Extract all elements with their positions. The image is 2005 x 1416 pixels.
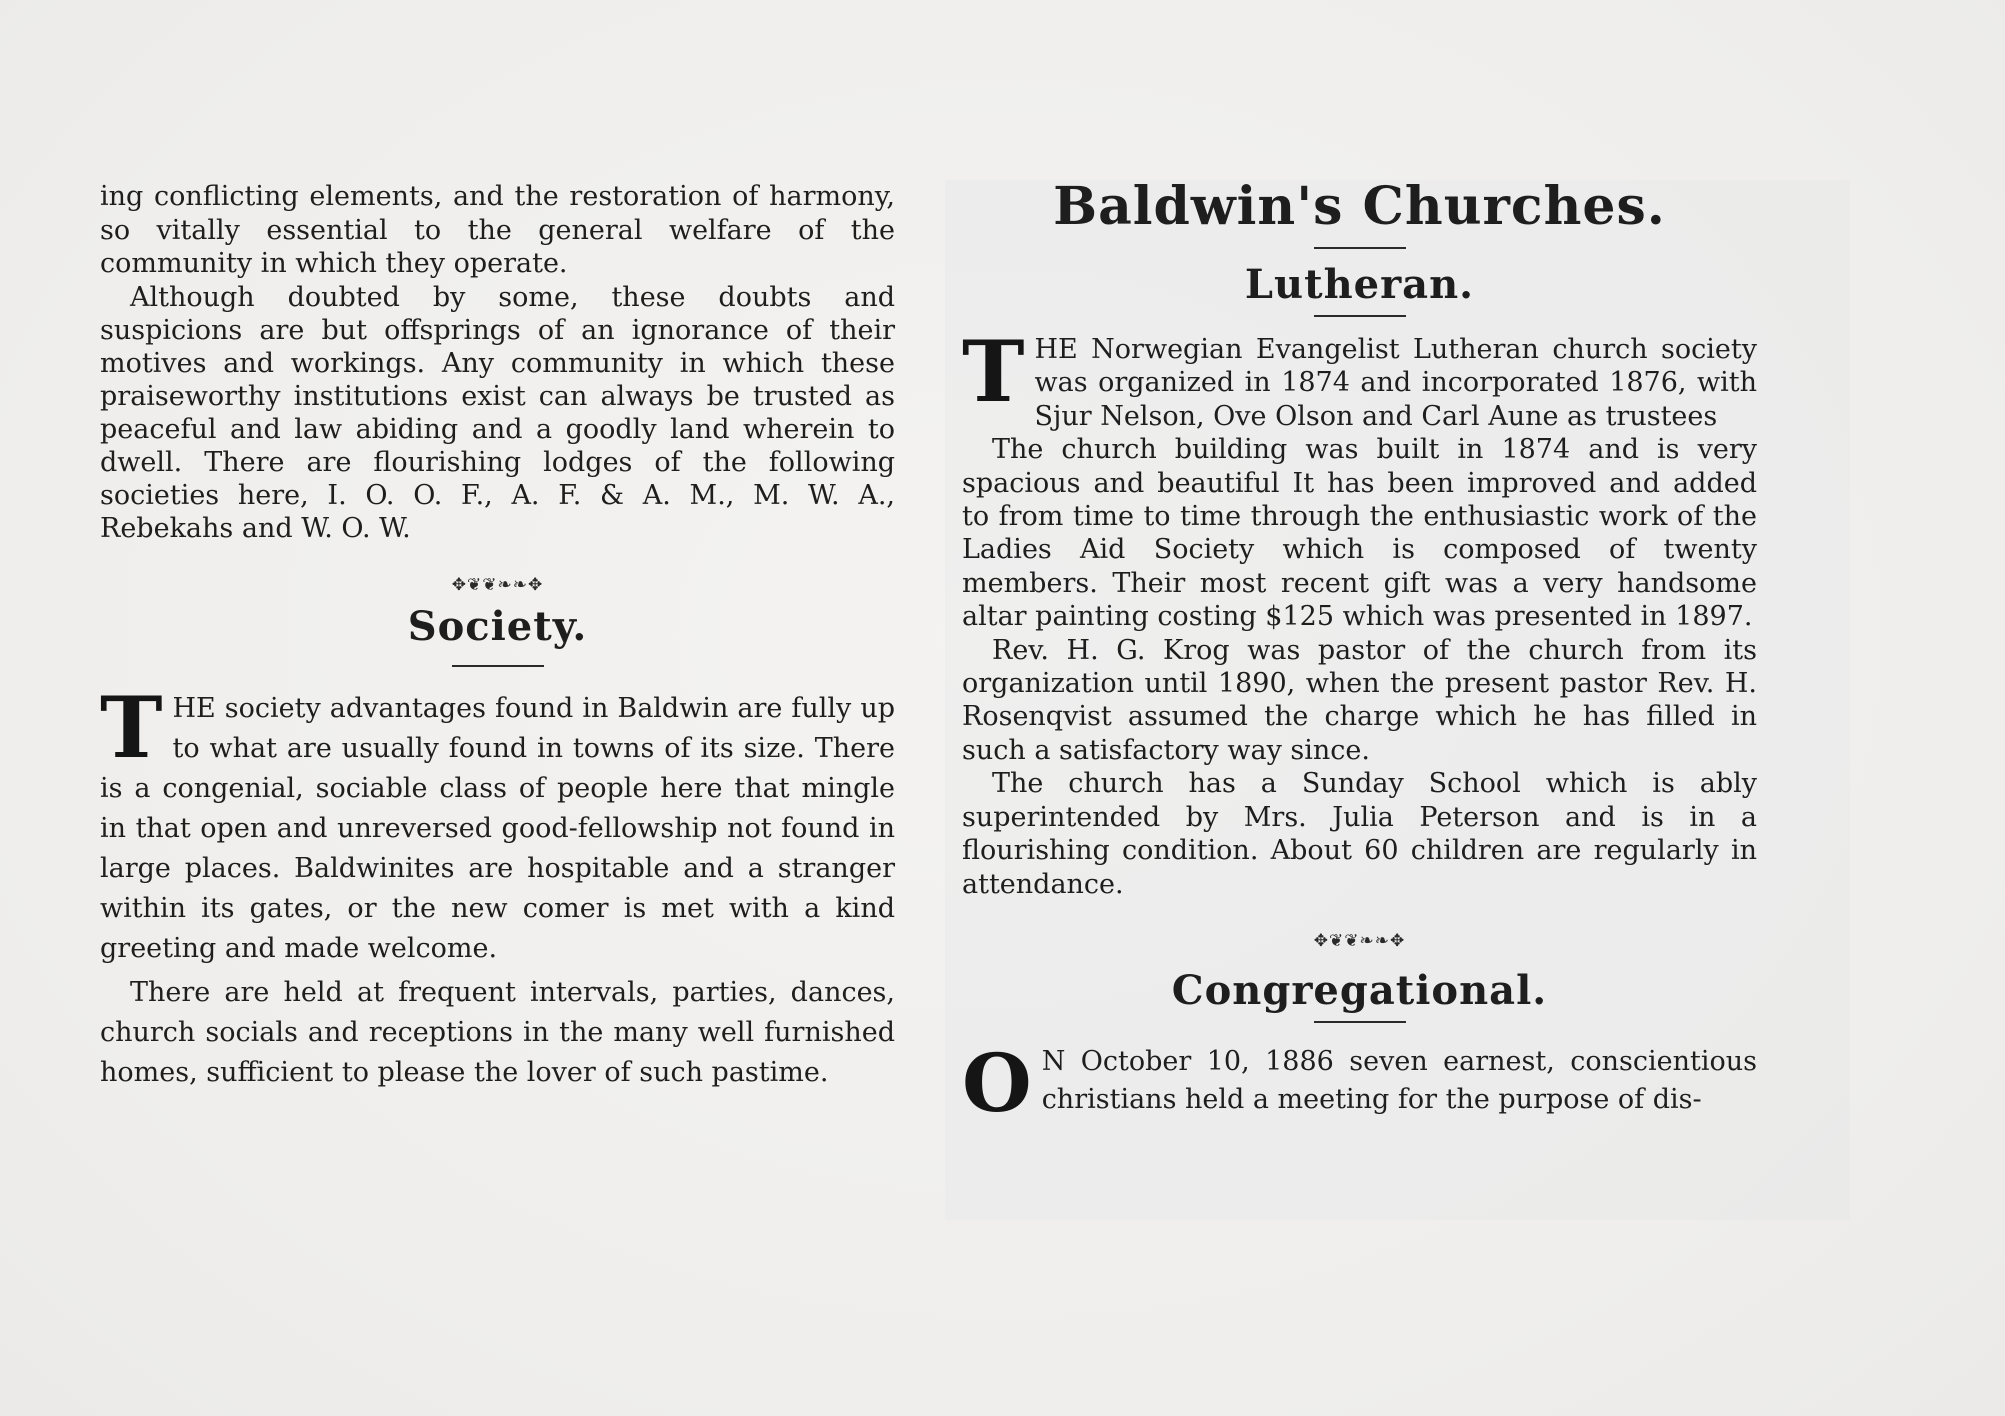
church-building-paragraph: The church building was built in 1874 and is very spacious and beautiful It has been improved and added to from time to time through the enthusiastic work of the Ladies Aid Society which is composed of twenty members. Their most recent gift was a very handsome altar painting costing $125 which was presented in 1897. (962, 434, 1757, 633)
drop-cap: T (100, 677, 163, 777)
right-column (962, 175, 1757, 1130)
heading-rule (1314, 315, 1406, 317)
pastors-paragraph: Rev. H. G. Krog was pastor of the church from its organization until 1890, when the present pastor Rev. H. Rosenqvist assumed the charge which he has filled in such a satisfactory way since. (962, 634, 1757, 766)
heading-rule (1314, 1021, 1406, 1023)
society-events-paragraph: There are held at frequent intervals, parties, dances, church socials and receptions in the many well furnished homes, sufficient to please the lover of such pastime. (100, 976, 895, 1088)
congregational-heading: Congregational. (1171, 966, 1548, 1014)
ornament-divider: ✥❦❦❧❧✥ (1313, 930, 1406, 951)
title-rule (1314, 247, 1406, 249)
society-paragraph-text: HE society advantages found in Baldwin are fully up to what are usually found in towns of its size. There is a congenial, sociable class of people here that mingle in that open and unreversed good-fellowship not found in large places. Baldwinites are hospitable and a stranger within its gates, or the new comer is met with a kind greeting and made welcome. (100, 692, 895, 964)
sunday-school-paragraph: The church has a Sunday School which is ably superintended by Mrs. Julia Peterson and is in a flourishing condition. About 60 children are regularly in attendance. (962, 768, 1757, 900)
drop-cap: T (962, 322, 1025, 421)
lutheran-paragraph (962, 322, 1757, 433)
society-heading: Society. (407, 602, 588, 650)
left-column (100, 175, 895, 1093)
lutheran-paragraph-text: HE Norwegian Evangelist Lutheran church society was organized in 1874 and incorporated 1876, with Sjur Nelson, Ove Olson and Carl Aune as trustees (1034, 334, 1757, 432)
fraternal-societies-paragraph: Although doubted by some, these doubts and suspicions are but offsprings of an ignorance of their motives and workings. Any community in which these praiseworthy institutions exist can always be trusted as peaceful and law abiding and a goodly land wherein to dwell. There are flourishing lodges of the following societies here, I. O. O. F., A. F. & A. M., M. W. A., Rebekahs and W. O. W. (100, 281, 895, 544)
lutheran-heading: Lutheran. (1244, 261, 1475, 308)
ornament-divider: ✥❦❦❧❧✥ (451, 574, 544, 595)
society-paragraph (100, 677, 895, 969)
congregational-paragraph-text: N October 10, 1886 seven earnest, conscientious christians held a meeting for the purpose of dis- (1041, 1045, 1757, 1115)
congregational-paragraph (962, 1035, 1757, 1130)
drop-cap: O (962, 1035, 1032, 1130)
heading-rule (452, 665, 544, 667)
page-title: Baldwin's Churches. (1053, 176, 1666, 237)
continuation-paragraph: ing conflicting elements, and the restoration of harmony, so vitally essential to the general welfare of the community in which they operate. (100, 181, 895, 279)
